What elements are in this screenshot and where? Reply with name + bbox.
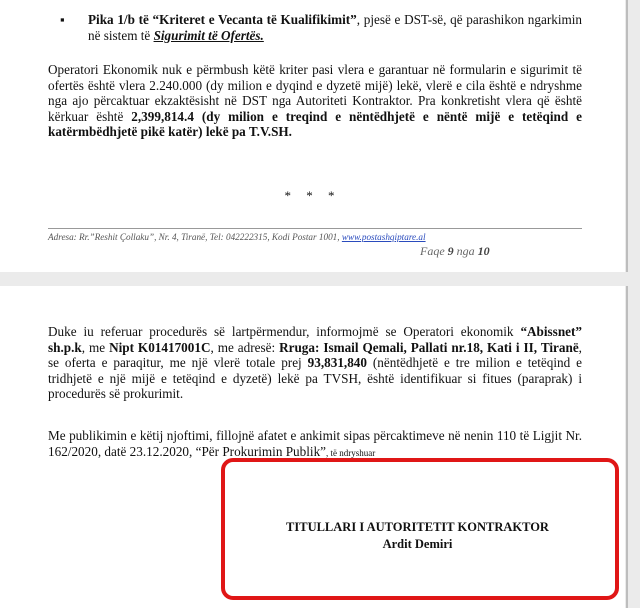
page-number — [420, 244, 490, 259]
signature-name: Ardit Demiri — [382, 537, 453, 551]
winner-paragraph — [48, 324, 582, 402]
point-title: “Kriteret e Vecanta të Kualifikimit” — [152, 12, 357, 27]
page-label: Faqe — [420, 244, 448, 258]
company-name: “Abissnet” sh.p.k — [48, 324, 582, 355]
section-separator: * * * — [284, 188, 341, 203]
point-text: , pjesë e DST-së, që parashikon ngarkimin në sistem të — [88, 12, 583, 43]
appeal-suffix: , të ndryshuar — [326, 447, 376, 458]
evaluation-text: Operatori Ekonomik nuk e përmbush këtë kriter pasi vlera e garantuar në formularin e sigurimit të ofertës është vlera 2.240.000 (dy milion e dyqind e dyzetë mijë) lekë, vlerë e cila është e ndryshme nga ajo përcaktuar ekzaktësisht në DST nga Autoriteti Kontraktor. Pra konkretisht vlera që është kërkuar është — [48, 62, 582, 124]
point-paragraph — [88, 12, 582, 43]
appeal-paragraph — [48, 428, 582, 461]
winner-text: Duke iu referuar procedurës së lartpërmendur, informojmë se Operatori ekonomik — [48, 324, 521, 339]
page-edge-bottom — [626, 286, 628, 608]
page-edge — [626, 0, 628, 272]
signature-title: TITULLARI I AUTORITETIT KONTRAKTOR — [286, 520, 549, 534]
company-nipt: Nipt K01417001C — [109, 339, 211, 355]
footer-address: Adresa: Rr.”Reshit Çollaku”, Nr. 4, Tiranë, Tel: 042222315, Kodi Postar 1001, — [48, 232, 342, 242]
winner-text-5: (nëntëdhjetë e tre milion e tetëqind e tridhjetë e një mijë e tetëqind e dyzetë) lekë pa TVSH, është identifikuar si fitues (paraprak) i procedurës së prokurimit. — [48, 355, 583, 401]
bullet-icon: ▪ — [60, 12, 65, 27]
evaluation-paragraph — [48, 62, 582, 140]
winner-text-2: , me — [81, 339, 110, 355]
document-page-top — [0, 0, 625, 272]
page-of-label: nga — [453, 244, 478, 258]
offer-value: 93,831,840 — [307, 355, 367, 370]
company-address: Rruga: Ismail Qemali, Pallati nr.18, Kati i II, Tiranë — [279, 339, 579, 355]
footer-divider — [48, 228, 582, 229]
page-current: 9 — [447, 244, 454, 258]
appeal-text: Me publikimin e këtij njoftimi, fillojnë afatet e ankimit sipas përcaktimeve në nenin 110 të Ligjit Nr. 162/2020, datë 23.12.2020, “Për Prokurimin Publik” — [48, 428, 582, 459]
winner-text-4: , se oferta e paraqitur, me një vlerë totale prej — [48, 339, 582, 370]
winner-text-3: , me adresë: — [210, 339, 280, 355]
required-value: 2,399,814.4 (dy milion e treqind e nëntëdhjetë e nëntë mijë e tetëqind e katërmbëdhjetë pikë katër) lekë pa T.V.SH. — [48, 108, 582, 139]
footer-website-link[interactable]: www.postashqiptare.al — [341, 232, 426, 242]
page-footer — [48, 232, 608, 242]
red-annotation-box — [221, 458, 619, 600]
page-total: 10 — [477, 244, 490, 258]
point-emphasis: Sigurimit të Ofertës. — [153, 27, 264, 43]
point-prefix: Pika 1/b të — [88, 12, 153, 27]
